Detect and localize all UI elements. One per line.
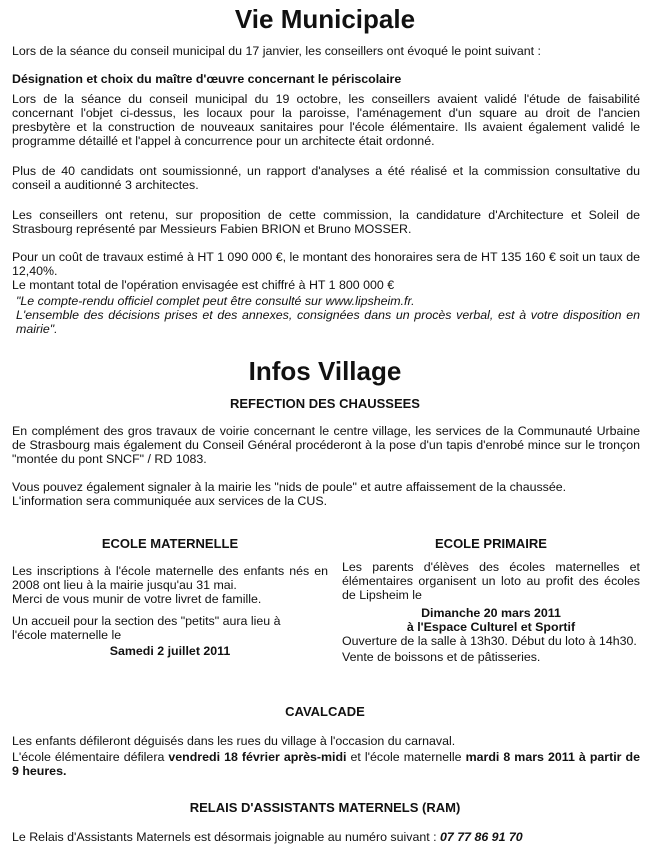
vie-municipale-title: Vie Municipale <box>234 4 416 34</box>
periscolaire-paragraph-3: Les conseillers ont retenu, sur proposition de cette commission, la candidature d'Architecture et Soleil de Strasbourg représenté par Messieurs Fabien BRION et Bruno MOSSER. <box>12 208 640 236</box>
chaussees-heading: REFECTION DES CHAUSSEES <box>230 396 420 411</box>
chaussees-paragraph-2 <box>12 480 640 508</box>
ram-line <box>12 830 640 844</box>
total-cost-line: Le montant total de l'opération envisagée est chiffré à HT 1 800 000 € <box>12 278 395 292</box>
ecole-maternelle-heading: ECOLE MATERNELLE <box>101 536 239 551</box>
maternelle-inscriptions: Les inscriptions à l'école maternelle des enfants nés en 2008 ont lieu à la mairie jusqu'au 31 mai. <box>12 564 328 592</box>
ram-text: Le Relais d'Assistants Maternels est désormais joignable au numéro suivant : <box>12 830 440 844</box>
periscolaire-paragraph-1: Lors de la séance du conseil municipal du 19 octobre, les conseillers avaient validé l'étude de faisabilité concernant l'objet ci-dessus, les locaux pour la paroisse, l'aménagement d'un square au droit de l'ancien presbytère et la construction de nouveaux sanitaires pour l'école élémentaire. Ils avaient également validé le programme détaillé et l'appel à concurrence pour un architecte était ordonné. <box>12 92 640 148</box>
ram-phone: 07 77 86 91 70 <box>440 830 523 844</box>
primaire-loto: Les parents d'élèves des écoles maternelles et élémentaires organisent un loto au profit des écoles de Lipsheim le <box>342 560 640 602</box>
infos-village-title: Infos Village <box>248 356 402 386</box>
cost-line: Pour un coût de travaux estimé à HT 1 090 000 €, le montant des honoraires sera de HT 135 160 € soit un taux de 12,40%. <box>12 250 640 278</box>
official-note-line-1: "Le compte-rendu officiel complet peut être consulté sur www.lipsheim.fr. <box>16 294 415 308</box>
official-note <box>16 294 640 336</box>
cavalcade-maternelle-text: et l'école maternelle <box>346 750 466 764</box>
chaussees-report-line: Vous pouvez également signaler à la mairie les "nids de poule" et autre affaissement de la chaussée. <box>12 480 567 494</box>
primaire-horaires: Ouverture de la salle à 13h30. Début du loto à 14h30. <box>342 634 637 648</box>
cavalcade-elementaire-text: L'école élémentaire défilera <box>12 750 169 764</box>
ecole-primaire-heading: ECOLE PRIMAIRE <box>435 536 547 551</box>
cavalcade-heading: CAVALCADE <box>285 704 365 719</box>
cavalcade-maternelle-date: mardi 8 mars 2011 à partir de 9 heures. <box>12 750 640 778</box>
maternelle-accueil: Un accueil pour la section des "petits" aura lieu à l'école maternelle le <box>12 614 281 642</box>
periscolaire-subheading: Désignation et choix du maître d'œuvre concernant le périscolaire <box>12 72 402 86</box>
chaussees-cus-line: L'information sera communiquée aux services de la CUS. <box>12 494 328 508</box>
maternelle-date: Samedi 2 juillet 2011 <box>109 644 231 658</box>
ram-heading: RELAIS D'ASSISTANTS MATERNELS (RAM) <box>189 800 461 815</box>
periscolaire-paragraph-2: Plus de 40 candidats ont soumissionné, un rapport d'analyses a été réalisé et la commission consultative du conseil a auditionné 3 architectes. <box>12 164 640 192</box>
maternelle-livret: Merci de vous munir de votre livret de famille. <box>12 592 262 606</box>
vie-municipale-intro: Lors de la séance du conseil municipal du 17 janvier, les conseillers ont évoqué le point suivant : <box>12 44 541 58</box>
official-note-line-2: L'ensemble des décisions prises et des annexes, consignées dans un procès verbal, est à votre disposition en mairie". <box>16 308 640 336</box>
periscolaire-paragraph-4 <box>12 250 640 292</box>
primaire-lieu: à l'Espace Culturel et Sportif <box>406 620 576 634</box>
cavalcade-line-1: Les enfants défileront déguisés dans les rues du village à l'occasion du carnaval. <box>12 734 456 748</box>
cavalcade-elementaire-date: vendredi 18 février après-midi <box>168 750 347 764</box>
chaussees-paragraph-1: En complément des gros travaux de voirie concernant le centre village, les services de la Communauté Urbaine de Strasbourg mais également du Conseil Général procéderont à la pose d'un tapis d'enrobé mince sur le tronçon "montée du pont SNCF" / RD 1083. <box>12 424 640 466</box>
cavalcade-line-2 <box>12 750 640 778</box>
primaire-vente: Vente de boissons et de pâtisseries. <box>342 650 541 664</box>
primaire-date: Dimanche 20 mars 2011 <box>421 606 561 620</box>
